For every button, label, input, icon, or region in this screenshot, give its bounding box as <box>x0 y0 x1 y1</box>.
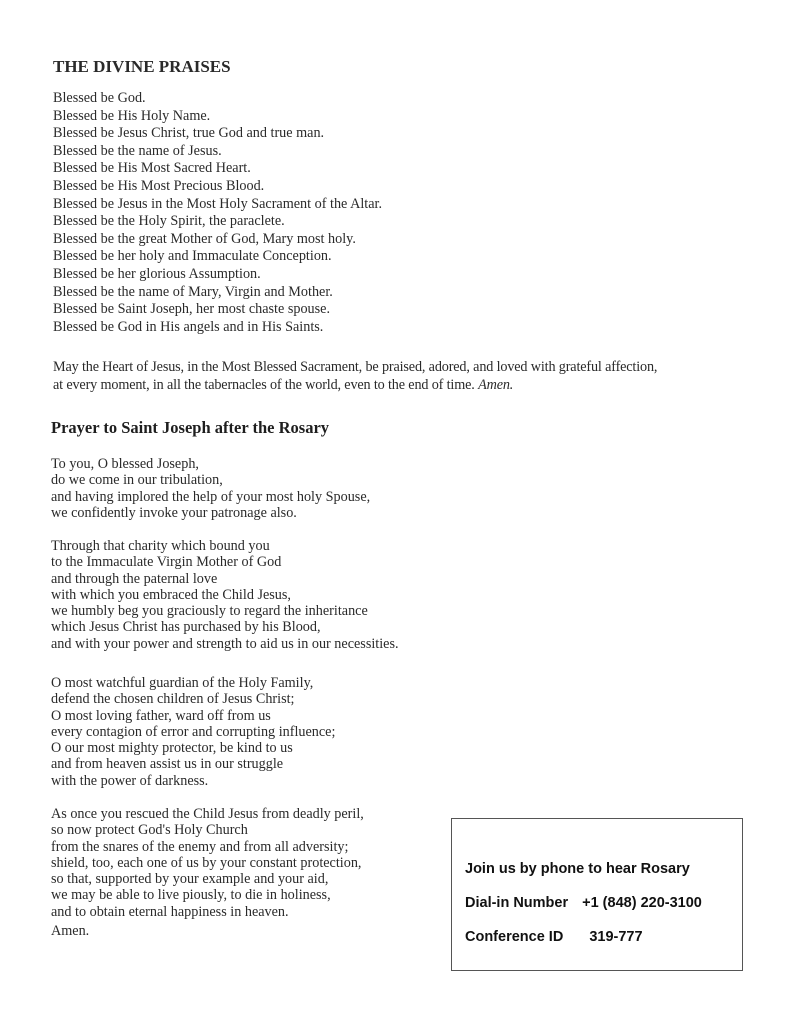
prayer-line: and through the paternal love <box>51 570 218 587</box>
prayer-line: and from heaven assist us in our struggle <box>51 756 284 773</box>
prayer-line: with the power of darkness. <box>51 772 209 789</box>
prayer-line: and with your power and strength to aid us in our necessities. <box>51 635 399 652</box>
prayer-line: which Jesus Christ has purchased by his Blood, <box>51 619 321 636</box>
conference-id-row <box>465 929 643 945</box>
prayer-line: O our most mighty protector, be kind to us <box>51 740 293 757</box>
saint-joseph-prayer-title: Prayer to Saint Joseph after the Rosary <box>51 418 330 437</box>
praise-line: Blessed be God in His angels and in His Saints. <box>53 318 324 335</box>
prayer-line: O most loving father, ward off from us <box>51 707 271 724</box>
praise-line: Blessed be her holy and Immaculate Conception. <box>53 248 332 265</box>
prayer-line: so that, supported by your example and your aid, <box>51 871 329 888</box>
phone-box-heading: Join us by phone to hear Rosary <box>465 861 690 877</box>
prayer-line: we may be able to live piously, to die in holiness, <box>51 887 331 904</box>
prayer-line: from the snares of the enemy and from all adversity; <box>51 838 349 855</box>
praise-line: Blessed be her glorious Assumption. <box>53 265 261 282</box>
prayer-line: shield, too, each one of us by your constant protection, <box>51 854 362 871</box>
dial-in-row <box>465 895 702 911</box>
dial-in-label: Dial-in Number <box>465 895 569 911</box>
prayer-amen: Amen. <box>51 923 90 939</box>
dial-in-number: +1 (848) 220-3100 <box>582 895 702 911</box>
prayer-stanza-2 <box>51 538 399 652</box>
praise-line: Blessed be the name of Jesus. <box>53 142 222 159</box>
prayer-line: to the Immaculate Virgin Mother of God <box>51 554 282 571</box>
prayer-line: and having implored the help of your most holy Spouse, <box>51 488 371 505</box>
phone-info-box <box>451 818 743 971</box>
praise-line: Blessed be God. <box>53 90 146 106</box>
conference-id-label: Conference ID <box>465 929 564 945</box>
praise-line: Blessed be Saint Joseph, her most chaste spouse. <box>53 301 331 318</box>
prayer-line: To you, O blessed Joseph, <box>51 456 199 472</box>
prayer-line: we confidently invoke your patronage also. <box>51 504 297 521</box>
conference-id-value: 319-777 <box>589 929 643 945</box>
prayer-line: As once you rescued the Child Jesus from deadly peril, <box>51 806 364 822</box>
prayer-line: Through that charity which bound you <box>51 538 270 554</box>
divine-praises-title: THE DIVINE PRAISES <box>53 57 231 76</box>
closing-line-2-text: at every moment, in all the tabernacles of the world, even to the end of time. <box>53 376 475 393</box>
prayer-stanza-4 <box>51 806 364 920</box>
prayer-line: every contagion of error and corrupting influence; <box>51 723 336 740</box>
praise-line: Blessed be His Most Sacred Heart. <box>53 160 251 177</box>
closing-line-1: May the Heart of Jesus, in the Most Blessed Sacrament, be praised, adored, and loved with grateful affection, <box>53 359 658 375</box>
prayer-stanza-1 <box>51 456 370 521</box>
prayer-line: so now protect God's Holy Church <box>51 822 248 839</box>
praise-line: Blessed be Jesus in the Most Holy Sacrament of the Altar. <box>53 195 383 212</box>
praise-line: Blessed be His Most Precious Blood. <box>53 177 265 194</box>
divine-praises-list <box>53 90 382 336</box>
closing-amen: Amen. <box>478 376 514 393</box>
divine-praises-closing <box>53 359 753 394</box>
praise-line: Blessed be the Holy Spirit, the paraclete. <box>53 213 285 230</box>
closing-line-2 <box>53 377 753 395</box>
prayer-line: defend the chosen children of Jesus Christ; <box>51 691 295 708</box>
prayer-stanza-3 <box>51 675 335 789</box>
praise-line: Blessed be His Holy Name. <box>53 107 211 124</box>
prayer-line: do we come in our tribulation, <box>51 472 223 489</box>
praise-line: Blessed be Jesus Christ, true God and true man. <box>53 125 325 142</box>
praise-line: Blessed be the name of Mary, Virgin and Mother. <box>53 283 333 300</box>
prayer-line: O most watchful guardian of the Holy Family, <box>51 675 314 691</box>
prayer-line: with which you embraced the Child Jesus, <box>51 586 291 603</box>
prayer-line: we humbly beg you graciously to regard the inheritance <box>51 603 368 620</box>
prayer-line: and to obtain eternal happiness in heaven. <box>51 903 289 920</box>
praise-line: Blessed be the great Mother of God, Mary most holy. <box>53 230 356 247</box>
